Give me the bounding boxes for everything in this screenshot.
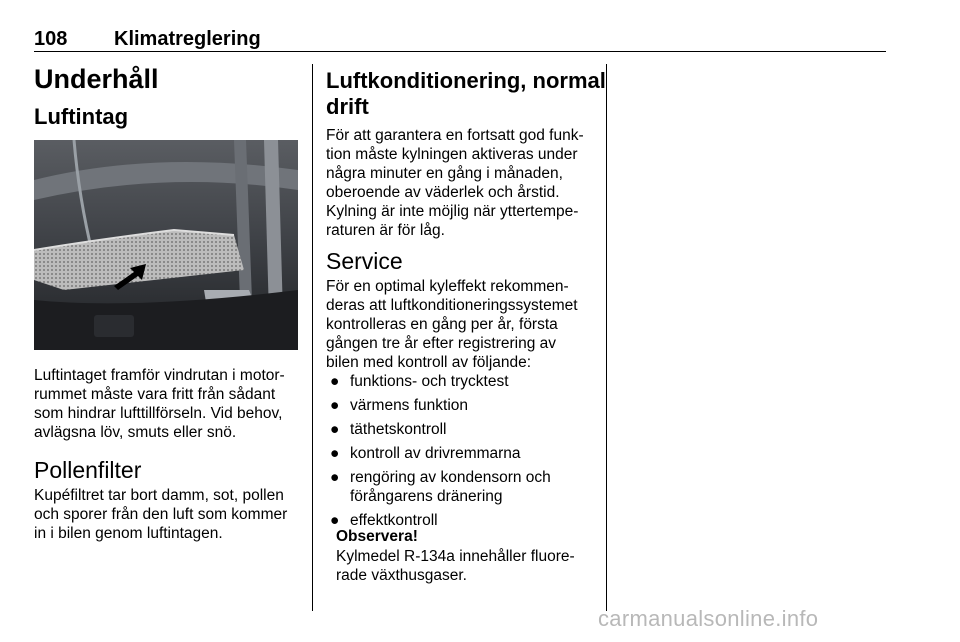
list-item bbox=[326, 420, 596, 439]
ac-normal-text bbox=[326, 126, 584, 240]
text-line: oberoende av väderlek och årstid. bbox=[326, 184, 560, 201]
list-item bbox=[326, 396, 596, 415]
list-item-text: kontroll av drivremmarna bbox=[350, 445, 521, 462]
service-text bbox=[326, 277, 578, 372]
page-number: 108 bbox=[34, 28, 68, 50]
list-item bbox=[326, 444, 596, 463]
list-item bbox=[326, 468, 596, 506]
text-line: som hindrar lufttillförseln. Vid behov, bbox=[34, 405, 283, 422]
text-line: avlägsna löv, smuts eller snö. bbox=[34, 424, 237, 441]
bullet-icon: ● bbox=[330, 469, 340, 486]
bullet-icon: ● bbox=[330, 445, 340, 462]
watermark: carmanualsonline.info bbox=[598, 606, 819, 631]
text-line: rade växthusgaser. bbox=[336, 567, 467, 584]
column-divider-left bbox=[312, 64, 313, 611]
note-text bbox=[336, 547, 575, 585]
engine-bay-illustration bbox=[34, 140, 298, 350]
note-title: Observera! bbox=[336, 528, 418, 545]
bullet-icon: ● bbox=[330, 373, 340, 390]
chapter-title: Klimatreglering bbox=[114, 28, 261, 50]
service-checklist bbox=[326, 372, 596, 535]
bullet-icon: ● bbox=[330, 512, 340, 529]
section-title: Underhåll bbox=[34, 64, 159, 94]
text-line: kontrolleras en gång per år, första bbox=[326, 316, 558, 333]
list-item-text: rengöring av kondensorn och förångarens dränering bbox=[350, 469, 551, 505]
page-header bbox=[34, 28, 886, 52]
bullet-icon: ● bbox=[330, 397, 340, 414]
text-line: Kylning är inte möjlig när yttertempe- bbox=[326, 203, 579, 220]
text-line: raturen är för låg. bbox=[326, 222, 445, 239]
text-line: Kylmedel R-134a innehåller fluore- bbox=[336, 548, 575, 565]
column-divider-right bbox=[606, 64, 607, 611]
air-intake-heading: Luftintag bbox=[34, 104, 129, 129]
list-item-text: värmens funktion bbox=[350, 397, 469, 414]
text-line: För en optimal kyleffekt rekommen- bbox=[326, 278, 569, 295]
air-intake-photo bbox=[34, 140, 298, 350]
air-intake-text bbox=[34, 366, 285, 442]
pollen-filter-heading: Pollenfilter bbox=[34, 457, 142, 483]
text-line: och sporer från den luft som kommer bbox=[34, 506, 288, 523]
list-item-text: täthetskontroll bbox=[350, 421, 447, 438]
text-line: bilen med kontroll av följande: bbox=[326, 354, 532, 371]
text-line: några minuter en gång i månaden, bbox=[326, 165, 563, 182]
list-item bbox=[326, 372, 596, 391]
text-line: gången tre år efter registrering av bbox=[326, 335, 557, 352]
text-line: Kupéfiltret tar bort damm, sot, pollen bbox=[34, 487, 284, 504]
service-heading: Service bbox=[326, 248, 403, 274]
list-item-text: effektkontroll bbox=[350, 512, 438, 529]
text-line: in i bilen genom luftintagen. bbox=[34, 525, 223, 542]
heading-line: drift bbox=[326, 94, 369, 119]
text-line: rummet måste vara fritt från sådant bbox=[34, 386, 276, 403]
text-line: För att garantera en fortsatt god funk- bbox=[326, 127, 584, 144]
text-line: tion måste kylningen aktiveras under bbox=[326, 146, 578, 163]
header-rule bbox=[34, 51, 886, 52]
ac-normal-heading bbox=[326, 68, 606, 120]
heading-line: Luftkonditionering, normal bbox=[326, 68, 606, 93]
list-item-text: funktions- och trycktest bbox=[350, 373, 509, 390]
bullet-icon: ● bbox=[330, 421, 340, 438]
text-line: deras att luftkonditioneringssystemet bbox=[326, 297, 578, 314]
pollen-filter-text bbox=[34, 486, 287, 543]
text-line: Luftintaget framför vindrutan i motor- bbox=[34, 367, 285, 384]
